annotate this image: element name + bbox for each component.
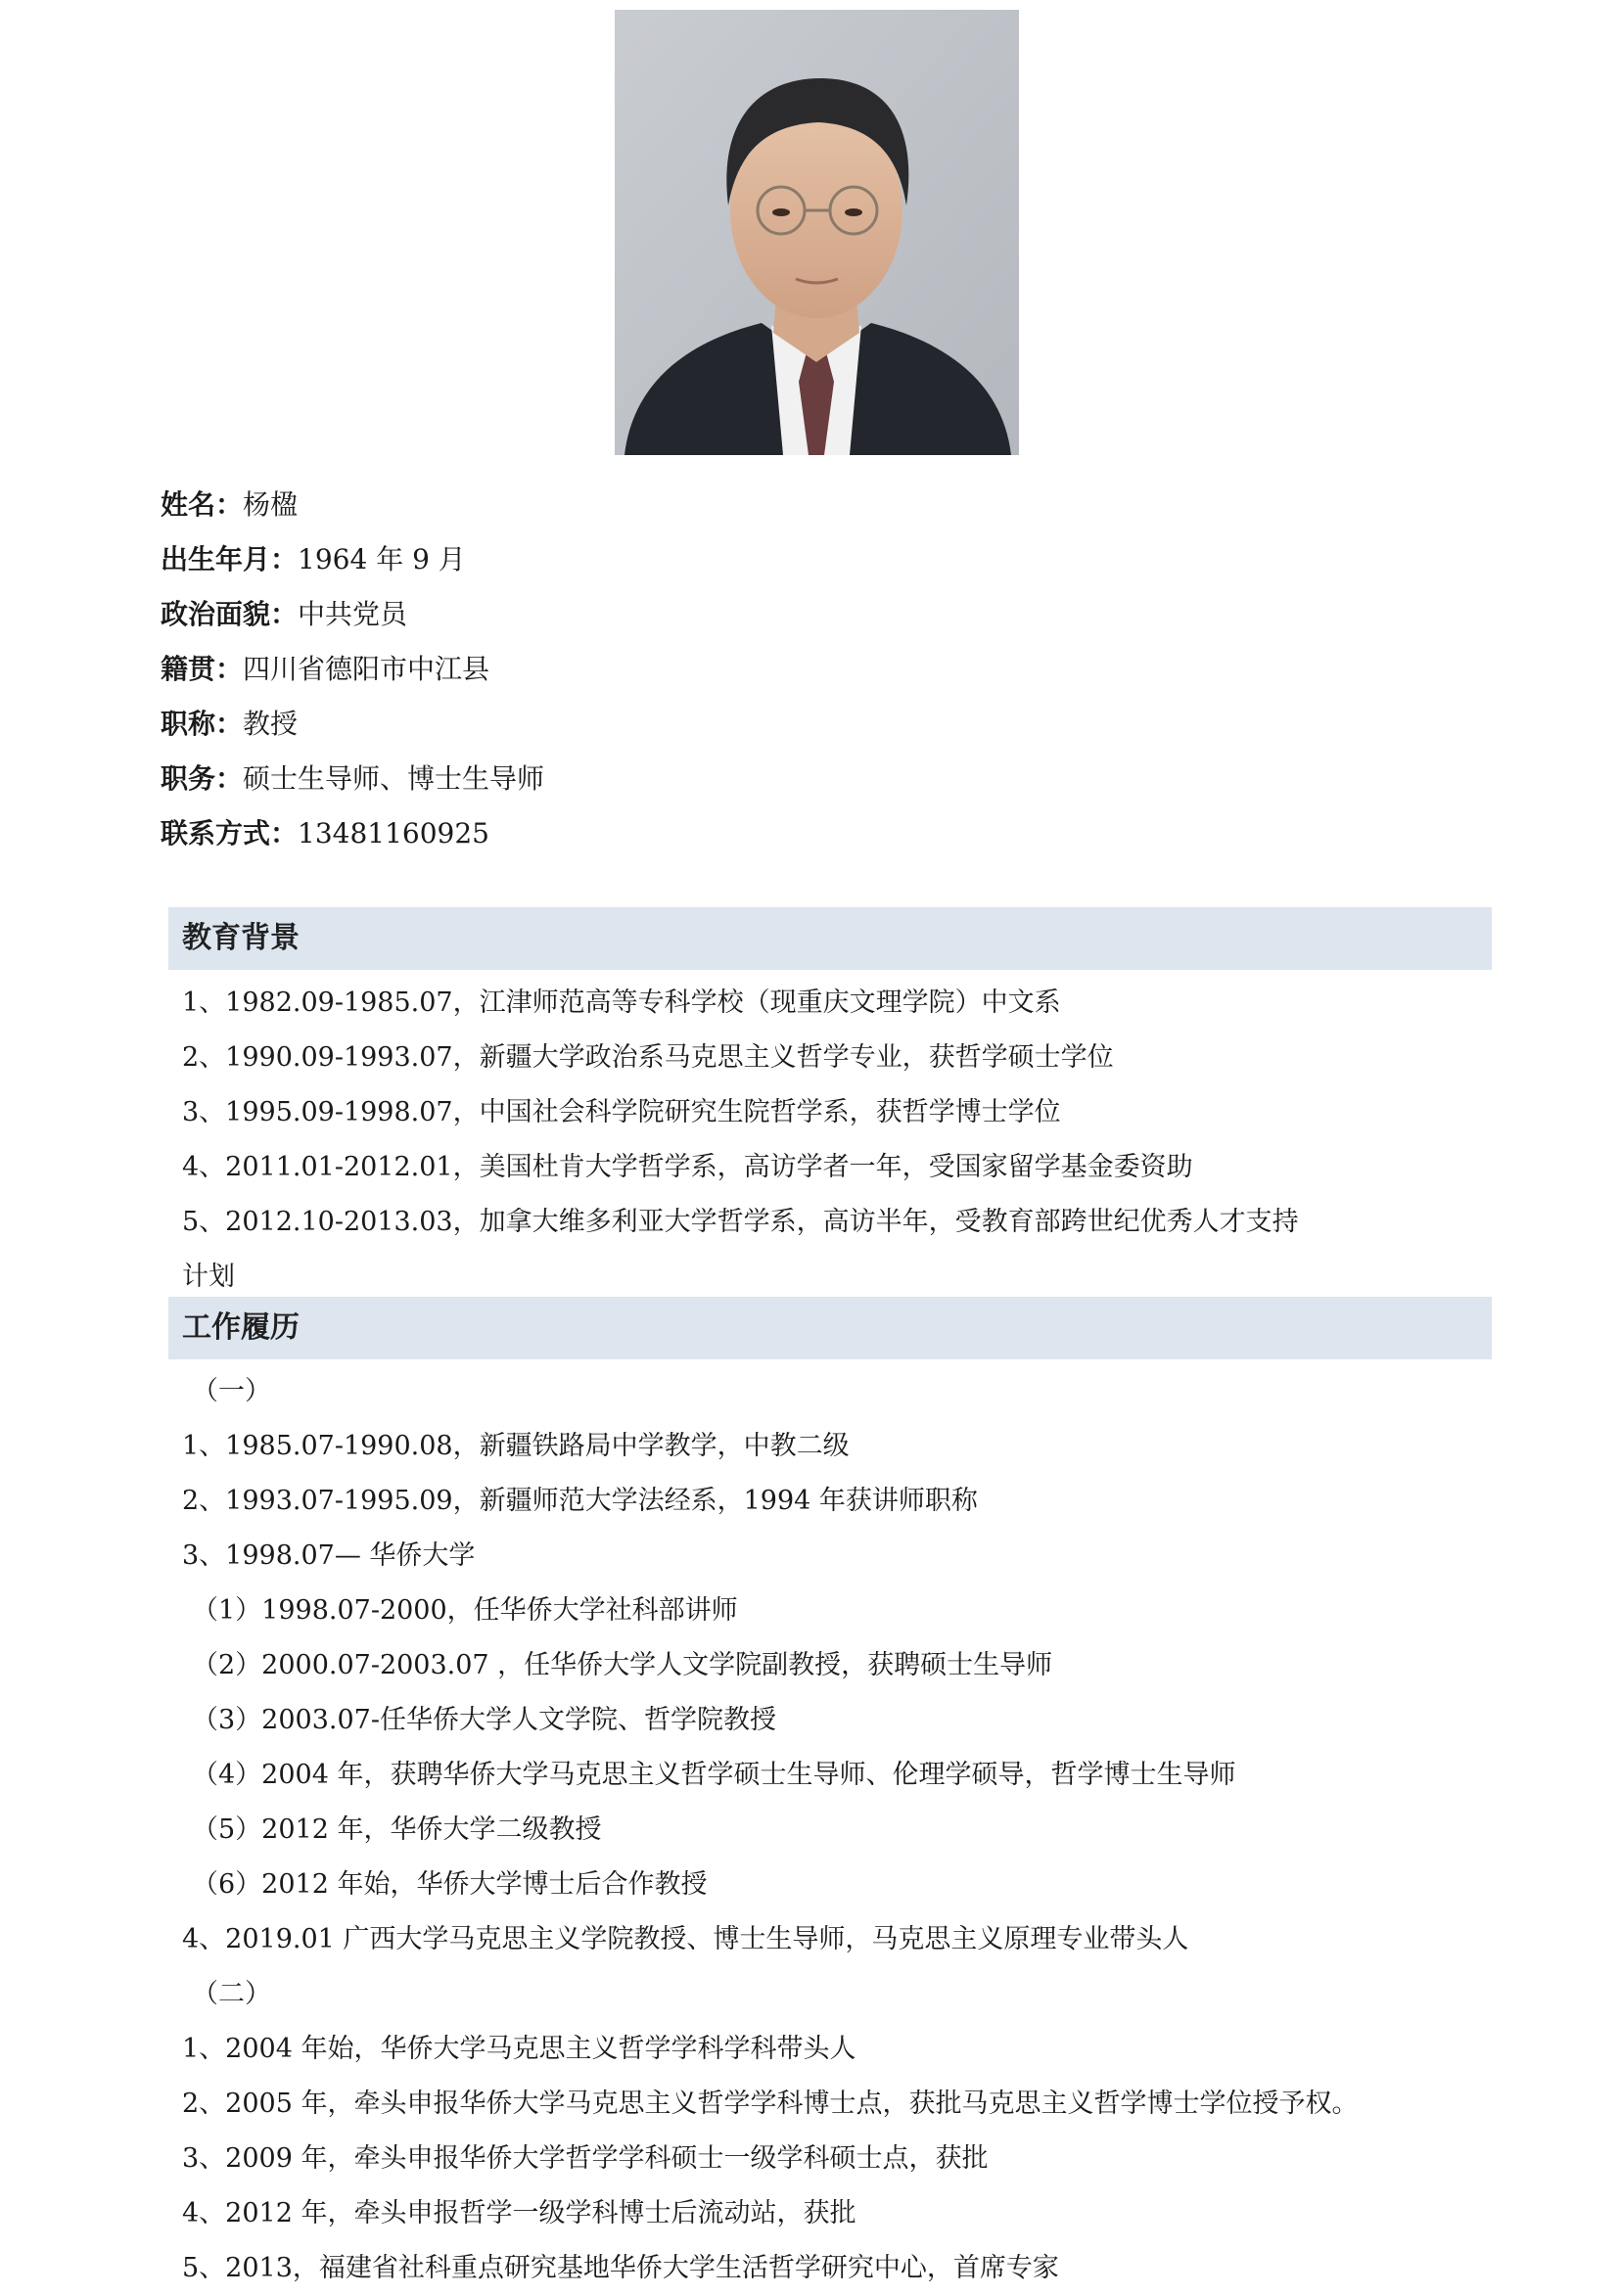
list-item: （一）: [192, 1376, 271, 1406]
profile-row-title: [161, 697, 1433, 752]
profile-row-position: [161, 752, 1433, 806]
list-item: （2）2000.07-2003.07 ，任华侨大学人文学院副教授，获聘硕士生导师: [192, 1650, 1053, 1680]
section-title: 工作履历: [182, 1310, 300, 1345]
profile-value: 1964 年 9 月: [298, 543, 466, 575]
profile-info: [161, 478, 1433, 861]
profile-value: 硕士生导师、博士生导师: [243, 762, 545, 795]
list-item: （二）: [192, 1979, 271, 2009]
list-item: 1、1982.09-1985.07，江津师范高等专科学校（现重庆文理学院）中文系: [182, 987, 1061, 1018]
list-item: 3、2009 年，牵头申报华侨大学哲学学科硕士一级学科硕士点，获批: [182, 2143, 989, 2174]
profile-separator: ：: [270, 817, 299, 850]
profile-separator: ：: [215, 488, 244, 521]
profile-row-contact: [161, 806, 1433, 861]
list-item: （6）2012 年始，华侨大学博士后合作教授: [192, 1869, 708, 1900]
list-item: 2、1990.09-1993.07，新疆大学政治系马克思主义哲学专业，获哲学硕士学位: [182, 1042, 1114, 1073]
section-title: 教育背景: [182, 921, 300, 955]
profile-label: 联系方式: [161, 817, 271, 850]
profile-value: 杨楹: [243, 488, 299, 521]
list-item: 4、2012 年，牵头申报哲学一级学科博士后流动站，获批: [182, 2198, 856, 2228]
profile-label: 出生年月: [161, 543, 271, 575]
profile-separator: ：: [215, 653, 244, 685]
profile-separator: ：: [270, 543, 299, 575]
list-item: 5、2013，福建省社科重点研究基地华侨大学生活哲学研究中心，首席专家: [182, 2253, 1059, 2283]
profile-label: 籍贯: [161, 653, 216, 685]
profile-value: 中共党员: [298, 598, 408, 630]
profile-row-political: [161, 587, 1433, 642]
list-item: 3、1995.09-1998.07，中国社会科学院研究生院哲学系，获哲学博士学位: [182, 1097, 1061, 1127]
education-list: [182, 976, 1484, 1305]
section-header-education: [168, 907, 1492, 970]
profile-separator: ：: [215, 708, 244, 740]
profile-row-origin: [161, 642, 1433, 697]
profile-value: 13481160925: [298, 817, 489, 850]
profile-separator: ：: [270, 598, 299, 630]
list-item: 2、1993.07-1995.09，新疆师范大学法经系，1994 年获讲师职称: [182, 1486, 978, 1516]
list-item: （5）2012 年，华侨大学二级教授: [192, 1814, 602, 1845]
list-item: （4）2004 年，获聘华侨大学马克思主义哲学硕士生导师、伦理学硕导，哲学博士生导师: [192, 1760, 1236, 1790]
list-item: 3、1998.07— 华侨大学: [182, 1540, 476, 1571]
profile-label: 姓名: [161, 488, 216, 521]
profile-separator: ：: [215, 762, 244, 795]
profile-label: 政治面貌: [161, 598, 271, 630]
profile-label: 职务: [161, 762, 216, 795]
profile-photo: [615, 10, 1019, 455]
list-item: 计划: [182, 1262, 235, 1292]
list-item: 4、2011.01-2012.01，美国杜肯大学哲学系，高访学者一年，受国家留学基金委资助: [182, 1152, 1193, 1182]
list-item: 2、2005 年，牵头申报华侨大学马克思主义哲学学科博士点，获批马克思主义哲学博士学位授予权。: [182, 2089, 1359, 2119]
work-list: [182, 1364, 1484, 2296]
profile-row-birth: [161, 532, 1433, 587]
list-item: 1、2004 年始，华侨大学马克思主义哲学学科学科带头人: [182, 2034, 856, 2064]
list-item: 1、1985.07-1990.08，新疆铁路局中学教学，中教二级: [182, 1431, 850, 1461]
profile-value: 教授: [243, 708, 299, 740]
profile-value: 四川省德阳市中江县: [243, 653, 490, 685]
list-item: （3）2003.07-任华侨大学人文学院、哲学院教授: [192, 1705, 776, 1735]
list-item: 4、2019.01 广西大学马克思主义学院教授、博士生导师，马克思主义原理专业带头人: [182, 1924, 1189, 1954]
profile-row-name: [161, 478, 1433, 532]
section-header-work: [168, 1297, 1492, 1359]
list-item: 5、2012.10-2013.03，加拿大维多利亚大学哲学系，高访半年，受教育部跨世纪优秀人才支持: [182, 1207, 1299, 1237]
profile-label: 职称: [161, 708, 216, 740]
list-item: （1）1998.07-2000，任华侨大学社科部讲师: [192, 1595, 738, 1626]
